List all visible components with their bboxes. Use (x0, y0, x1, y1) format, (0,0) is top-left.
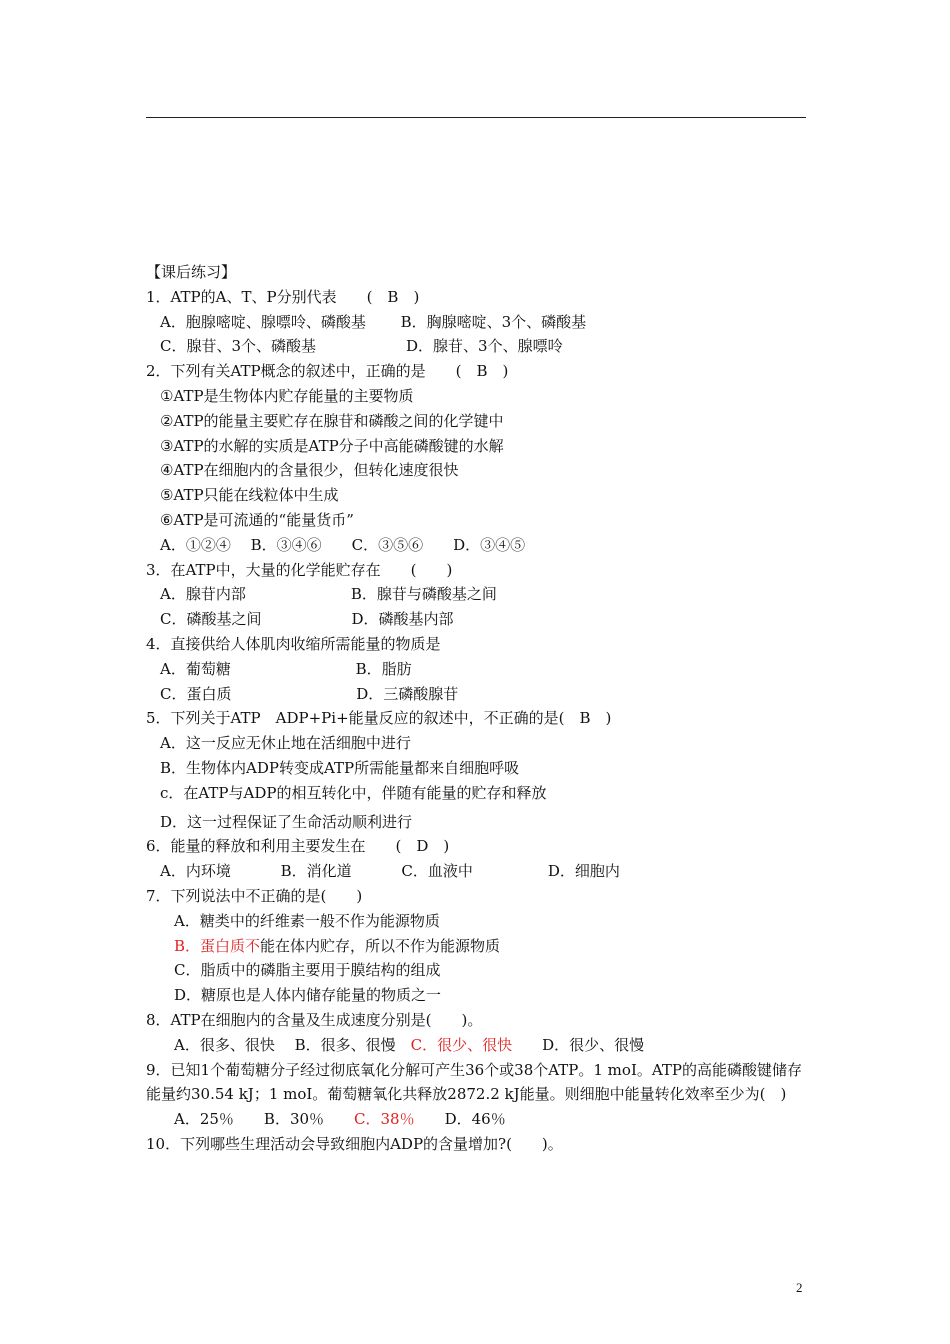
question-4-stem: 4．直接供给人体肌肉收缩所需能量的物质是 (146, 634, 441, 653)
question-3-option-cd: C．磷酸基之间 D．磷酸基内部 (160, 610, 454, 629)
question-9-option-c: C．38％ (354, 1110, 415, 1129)
question-7-option-a: A．糖类中的纤维素一般不作为能源物质 (174, 911, 440, 930)
question-7-option-b-rest: 能在体内贮存，所以不作为能源物质 (260, 936, 501, 955)
question-7-option-c: C．脂质中的磷脂主要用于膜结构的组成 (174, 961, 441, 980)
question-6-options: A．内环境 B．消化道 C．血液中 D．细胞内 (160, 862, 620, 881)
exercise-content (146, 260, 810, 1157)
question-5-option-b: B．生物体内ADP转变成ATP所需能量都来自细胞呼吸 (160, 758, 520, 777)
question-8-option-c: C．很少、很快 (410, 1035, 513, 1054)
question-7-stem: 7．下列说法中不正确的是( ) (146, 886, 363, 905)
header-rule (146, 117, 806, 118)
question-2-item-4: ④ATP在细胞内的含量很少，但转化速度很快 (160, 461, 459, 480)
question-8-options (146, 1033, 810, 1058)
question-3-stem: 3．在ATP中，大量的化学能贮存在 ( ) (146, 560, 453, 579)
question-5-option-d: D．这一过程保证了生命活动顺利进行 (160, 812, 413, 831)
question-9-options (146, 1107, 810, 1132)
question-4-option-cd: C．蛋白质 D．三磷酸腺苷 (160, 684, 459, 703)
question-7-option-b-highlight: B．蛋白质不 (174, 936, 261, 955)
page-number: 2 (796, 1280, 803, 1295)
question-1-option-ab: A．胞腺嘧啶、腺嘌呤、磷酸基 B．胸腺嘧啶、3个、磷酸基 (160, 312, 587, 331)
question-8-option-ab: A．很多、很快 B．很多、很慢 (174, 1035, 411, 1054)
question-1-option-cd: C．腺苷、3个、磷酸基 D．腺苷、3个、腺嘌呤 (160, 337, 563, 356)
question-2-item-5: ⑤ATP只能在线粒体中生成 (160, 486, 339, 505)
question-8-stem: 8．ATP在细胞内的含量及生成速度分别是( )。 (146, 1010, 483, 1029)
question-9-option-d: D．46％ (414, 1110, 506, 1129)
question-5-option-a: A．这一反应无休止地在活细胞中进行 (160, 734, 411, 753)
question-2-options: A．①②④ B．③④⑥ C．③⑤⑥ D．③④⑤ (160, 535, 526, 554)
question-5-stem: 5．下列关于ATP ADP+Pi+能量反应的叙述中，不正确的是( B ) (146, 709, 612, 728)
question-2-item-6: ⑥ATP是可流通的“能量货币” (160, 510, 354, 529)
question-7-option-b (146, 934, 810, 959)
question-9-option-ab: A．25％ B．30％ (174, 1110, 355, 1129)
question-5-option-c: c．在ATP与ADP的相互转化中，伴随有能量的贮存和释放 (160, 783, 547, 802)
question-8-option-d: D．很少、很慢 (512, 1035, 645, 1054)
question-7-option-d: D．糖原也是人体内储存能量的物质之一 (174, 986, 442, 1005)
question-1-stem: 1．ATP的A、T、P分别代表 ( B ) (146, 287, 420, 306)
question-4-option-ab: A．葡萄糖 B．脂肪 (160, 659, 412, 678)
question-3-option-ab: A．腺苷内部 B．腺苷与磷酸基之间 (160, 585, 497, 604)
question-10-stem: 10．下列哪些生理活动会导致细胞内ADP的含量增加?( )。 (146, 1134, 563, 1153)
question-6-stem: 6．能量的释放和利用主要发生在 ( D ) (146, 837, 450, 856)
question-2-item-3: ③ATP的水解的实质是ATP分子中高能磷酸键的水解 (160, 436, 504, 455)
question-2-item-2: ②ATP的能量主要贮存在腺苷和磷酸之间的化学键中 (160, 411, 504, 430)
question-2-stem: 2．下列有关ATP概念的叙述中，正确的是 ( B ) (146, 362, 509, 381)
section-title: 【课后练习】 (146, 263, 237, 281)
question-9-stem: 9．已知1个葡萄糖分子经过彻底氧化分解可产生36个或38个ATP。1 moI。ATP的高能磷酸键储存能量约30.54 kJ；1 moI。葡萄糖氧化共释放2872.2 kJ能量。则细胞中能量转化效率至少为( ) (146, 1060, 802, 1104)
question-2-item-1: ①ATP是生物体内贮存能量的主要物质 (160, 386, 414, 405)
